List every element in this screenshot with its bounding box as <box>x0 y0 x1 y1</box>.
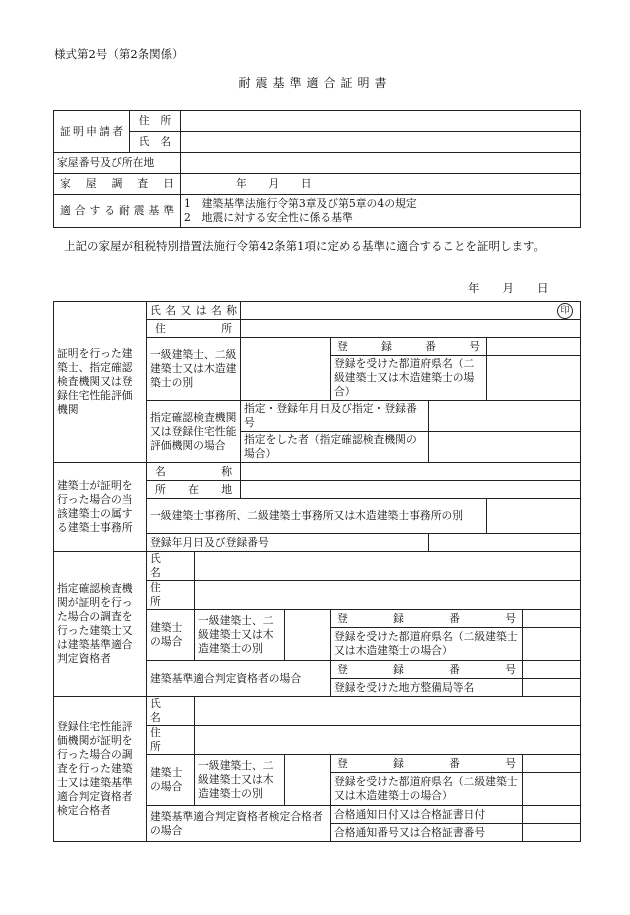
inspection-judge-bureau-label: 登録を受けた地方整備局等名 <box>331 679 523 697</box>
office-reg-field[interactable] <box>429 534 581 552</box>
house-label: 家屋番号及び所在地 <box>54 153 181 174</box>
standard-field[interactable] <box>181 195 581 228</box>
inspection-name-field[interactable] <box>195 552 581 581</box>
certifier-name-field[interactable] <box>241 302 581 320</box>
inspection-reg-pref-label: 登録を受けた都道府県名（二級建築士又は木造建築士の場合） <box>331 628 523 661</box>
survey-date-field[interactable] <box>181 174 581 195</box>
applicant-name-label: 氏 名 <box>130 132 181 153</box>
applicant-table <box>53 110 581 228</box>
inspection-reg-no-label: 登 録 番 号 <box>331 610 523 628</box>
evaluation-reg-no-field[interactable] <box>523 755 581 773</box>
certifier-reg-no-label: 登 録 番 号 <box>331 338 487 356</box>
evaluation-architect-type-label: 一級建築士、二級建築士又は木造建築士の別 <box>195 755 285 806</box>
survey-date-text: 年 月 日 <box>236 177 312 190</box>
inspection-architect-case: 建築士の場合 <box>147 610 195 661</box>
inspection-architect-type-field[interactable] <box>285 610 331 661</box>
designation-field[interactable] <box>429 401 581 432</box>
evaluation-name-label: 氏 名 <box>147 697 195 726</box>
form-number: 様式第2号（第2条関係） <box>54 47 184 61</box>
certifier-address-label: 住 所 <box>147 320 241 338</box>
agency-label: 指定確認検査機関又は登録住宅性能評価機関の場合 <box>147 401 241 463</box>
inspection-judge-reg-no-field[interactable] <box>523 661 581 679</box>
applicant-name-field[interactable] <box>181 132 581 153</box>
office-type-label: 一級建築士事務所、二級建築士事務所又は木造建築士事務所の別 <box>147 499 487 534</box>
evaluation-reg-pref-field[interactable] <box>523 773 581 806</box>
office-label: 建築士が証明を行った場合の当該建築士の属する建築士事務所 <box>54 463 147 552</box>
office-name-label: 名 称 <box>147 463 241 481</box>
inspection-reg-no-field[interactable] <box>523 610 581 628</box>
standard-item-1: 1 建築基準法施行令第3章及び第5章の4の規定 <box>184 197 417 210</box>
applicant-address-label: 住 所 <box>130 111 181 132</box>
house-field[interactable] <box>181 153 581 174</box>
evaluation-architect-case: 建築士の場合 <box>147 755 195 806</box>
certification-statement: 上記の家屋が租税特別措置法施行令第42条第1項に定める基準に適合することを証明します。 <box>64 239 546 253</box>
designation-label: 指定・登録年月日及び指定・登録番号 <box>241 401 429 432</box>
certifier-label: 証明を行った建築士、指定確認検査機関又は登録住宅性能評価機関 <box>54 302 147 463</box>
office-location-field[interactable] <box>241 481 581 499</box>
inspection-address-label: 住 所 <box>147 581 195 610</box>
evaluation-address-label: 住 所 <box>147 726 195 755</box>
applicant-label: 証明申請者 <box>54 111 130 153</box>
office-reg-label: 登録年月日及び登録番号 <box>147 534 429 552</box>
evaluation-label: 登録住宅性能評価機関が証明を行った場合の調査を行った建築士又は建築基準適合判定資格者検定合格者 <box>54 697 147 842</box>
seal-mark: 印 <box>557 303 573 319</box>
evaluation-name-field[interactable] <box>195 697 581 726</box>
inspection-name-label: 氏 名 <box>147 552 195 581</box>
evaluation-address-field[interactable] <box>195 726 581 755</box>
survey-date-label: 家屋調査日 <box>54 174 181 195</box>
standard-item-2: 2 地震に対する安全性に係る基準 <box>184 211 353 224</box>
evaluation-pass-no-label: 合格通知番号又は合格証書番号 <box>331 824 523 842</box>
inspection-address-field[interactable] <box>195 581 581 610</box>
evaluation-pass-date-field[interactable] <box>523 806 581 824</box>
office-type-field[interactable] <box>487 499 581 534</box>
evaluation-pass-no-field[interactable] <box>523 824 581 842</box>
certifier-architect-type-label: 一級建築士、二級建築士又は木造建築士の別 <box>147 338 241 401</box>
certifier-architect-type-field[interactable] <box>241 338 331 401</box>
office-name-field[interactable] <box>241 463 581 481</box>
office-location-label: 所 在 地 <box>147 481 241 499</box>
designator-field[interactable] <box>429 432 581 463</box>
certifier-table <box>53 301 581 842</box>
certifier-address-field[interactable] <box>241 320 581 338</box>
applicant-address-field[interactable] <box>181 111 581 132</box>
certification-date: 年 月 日 <box>468 281 549 295</box>
certifier-reg-no-field[interactable] <box>487 338 581 356</box>
evaluation-pass-date-label: 合格通知日付又は合格証書日付 <box>331 806 523 824</box>
evaluation-passer-case: 建築基準適合判定資格者検定合格者の場合 <box>147 806 331 842</box>
inspection-judge-reg-no-label: 登 録 番 号 <box>331 661 523 679</box>
certifier-reg-pref-label: 登録を受けた都道府県名（二級建築士又は木造建築士の場合） <box>331 356 487 401</box>
certifier-name-label: 氏名又は名称 <box>147 302 241 320</box>
standard-label: 適合する耐震基準 <box>54 195 181 228</box>
inspection-reg-pref-field[interactable] <box>523 628 581 661</box>
evaluation-architect-type-field[interactable] <box>285 755 331 806</box>
document-title: 耐震基準適合証明書 <box>238 76 392 90</box>
evaluation-reg-pref-label: 登録を受けた都道府県名（二級建築士又は木造建築士の場合） <box>331 773 523 806</box>
evaluation-reg-no-label: 登 録 番 号 <box>331 755 523 773</box>
inspection-judge-bureau-field[interactable] <box>523 679 581 697</box>
inspection-architect-type-label: 一級建築士、二級建築士又は木造建築士の別 <box>195 610 285 661</box>
certifier-reg-pref-field[interactable] <box>487 356 581 401</box>
inspection-label: 指定確認検査機関が証明を行った場合の調査を行った建築士又は建築基準適合判定資格者 <box>54 552 147 697</box>
designator-label: 指定をした者（指定確認検査機関の場合） <box>241 432 429 463</box>
inspection-judge-case: 建築基準適合判定資格者の場合 <box>147 661 331 697</box>
